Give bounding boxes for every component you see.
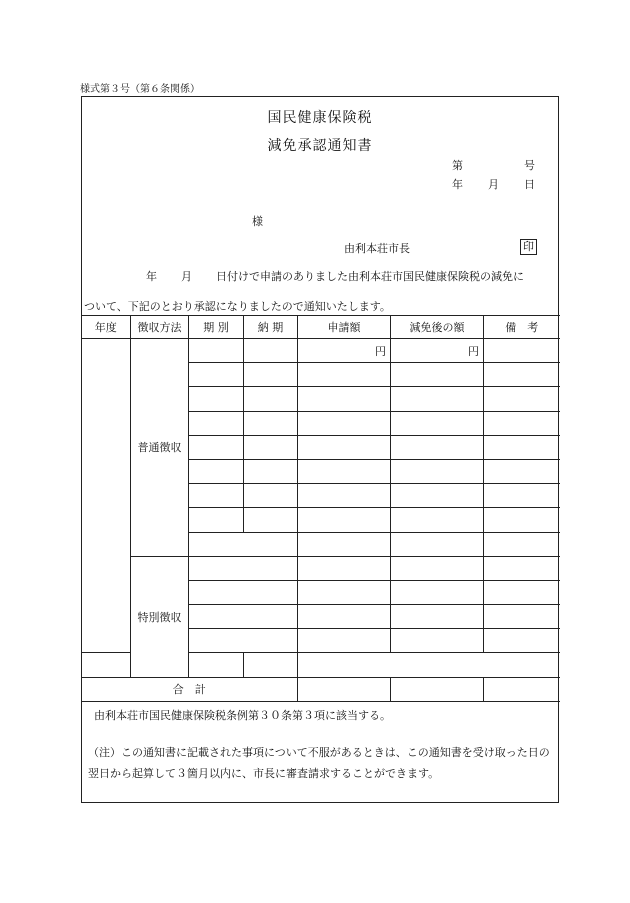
table-header-row — [82, 316, 560, 339]
number-go: 号 — [524, 159, 535, 172]
ordinary-collection-cell: 普通徴収 — [131, 339, 189, 557]
addressee-suffix: 様 — [252, 215, 263, 228]
body-line2: ついて、下記のとおり承認になりましたので通知いたします。 — [84, 300, 391, 313]
header-remarks: 備 考 — [484, 316, 560, 339]
header-amount-after-reduction: 減免後の額 — [391, 316, 484, 339]
ordinance-note: 由利本荘市国民健康保険税条例第３０条第３項に該当する。 — [94, 709, 391, 722]
total-label-cell: 合 計 — [82, 677, 298, 701]
appeal-note: （注）この通知書に記載された事項について不服があるときは、この通知書を受け取った日の翌日から起算して３箇月以内に、市長に審査請求することができます。 — [88, 746, 550, 780]
reduction-table — [81, 315, 560, 702]
seal-mark: 印 — [520, 239, 537, 255]
header-collection-method: 徴収方法 — [131, 316, 189, 339]
total-remarks-cell — [484, 677, 560, 701]
body-year: 年 — [146, 270, 157, 283]
fiscal-year-cell — [82, 339, 131, 653]
header-due-date: 納 期 — [244, 316, 298, 339]
total-reduced-cell — [391, 677, 484, 701]
table-total-row — [82, 677, 560, 701]
applied-amount-cell: 円 — [298, 339, 391, 363]
notice-form — [81, 96, 559, 803]
table-row — [82, 653, 560, 677]
header-period: 期 別 — [189, 316, 244, 339]
form-label: 様式第３号（第６条関係） — [80, 84, 200, 95]
header-fiscal-year: 年度 — [82, 316, 131, 339]
reduced-amount-cell: 円 — [391, 339, 484, 363]
title-line2: 減免承認通知書 — [267, 138, 373, 154]
due-date-cell — [244, 339, 298, 363]
table-row — [82, 556, 560, 580]
body-month: 月 — [181, 270, 192, 283]
date-month: 月 — [488, 178, 499, 191]
issuer-name: 由利本荘市長 — [344, 242, 410, 255]
special-collection-cell: 特別徴収 — [131, 556, 189, 677]
date-year: 年 — [452, 178, 463, 191]
table-row — [82, 339, 560, 363]
period-cell — [189, 339, 244, 363]
number-dai: 第 — [452, 159, 463, 172]
header-applied-amount: 申請額 — [298, 316, 391, 339]
date-day: 日 — [524, 178, 535, 191]
body-line1-text: 日付けで申請のありました由利本荘市国民健康保険税の減免に — [216, 270, 524, 283]
total-applied-cell — [298, 677, 391, 701]
remarks-cell — [484, 339, 560, 363]
title-line1: 国民健康保険税 — [267, 110, 373, 126]
